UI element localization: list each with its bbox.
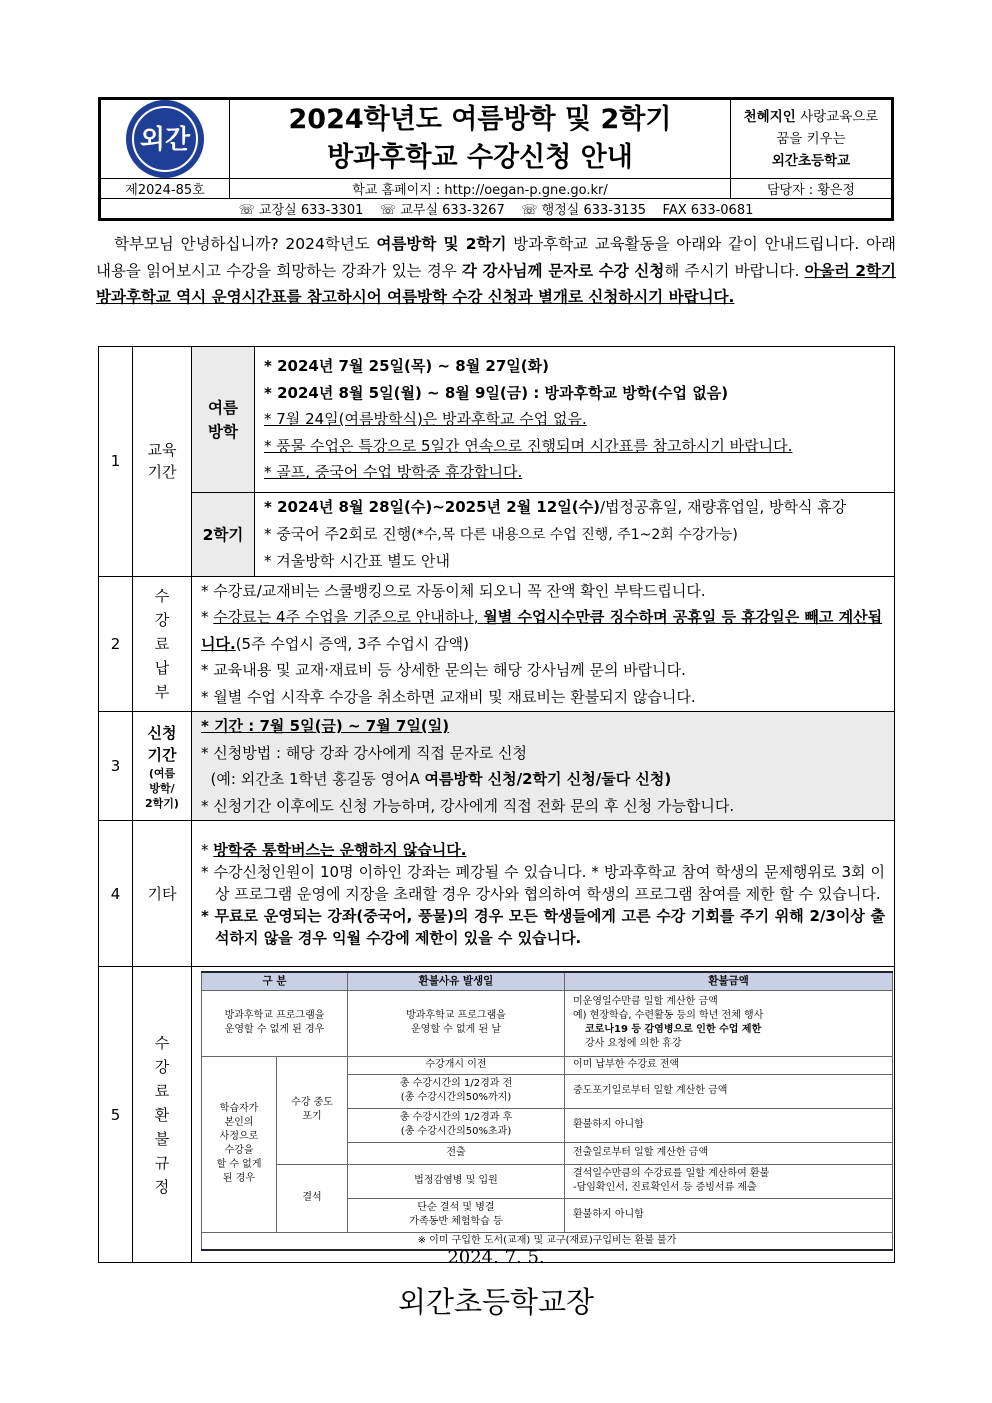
- section-2-details: * 수강료/교재비는 스쿨뱅킹으로 자동이체 되오니 꼭 잔액 확인 부탁드립니다. * 수강료는 4주 수업을 기준으로 안내하나, 월별 수업시수만큼 징수하며 공휴일 등 휴강일은 빼고 계산됩니다.(5주 수업시 증액, 3주 수업시 감액) * 교육내용 및 교재·재료비 등 상세한 문의는 해당 강사님께 문의 바랍니다. * 월별 수업 시작후 수강을 취소하면 교재비 및 재료비는 환불되지 않습니다.: [192, 576, 895, 712]
- section-5-category: 수 강 료 환 불 규 정: [133, 967, 192, 1263]
- semester2-label: 2학기: [192, 493, 255, 577]
- section-3-details: * 기간 : 7월 5일(금) ~ 7월 7일(일) * 신청방법 : 해당 강좌 강사에게 직접 문자로 신청 (예: 외간초 1학년 홍길동 영어A 여름방학 신청/2학기 신청/둘다 신청) * 신청기간 이후에도 신청 가능하며, 강사에게 직접 전화 문의 후 신청 가능합니다.: [192, 712, 895, 821]
- document-header: [98, 97, 894, 221]
- motto-bold: 천혜지인: [743, 109, 796, 125]
- intro-paragraph: 학부모님 안녕하십니까? 2024학년도 여름방학 및 2학기 방과후학교 교육활동을 아래와 같이 안내드립니다. 아래 내용을 읽어보시고 수강을 희망하는 강좌가 있는 경우 각 강사님께 문자로 수강 신청해 주시기 바랍니다. 아울러 2학기 방과후학교 역시 운영시간표를 참고하시어 여름방학 수강 신청과 별개로 신청하시기 바랍니다.: [96, 235, 897, 306]
- motto-line2: 꿈을 키우는: [776, 131, 846, 147]
- section-3-category: 신청 기간 (여름 방학/ 2학기): [133, 712, 192, 821]
- section-4-category: 기타: [133, 821, 192, 967]
- semester2-details: * 2024년 8월 28일(수)~2025년 2월 12일(수)/법정공휴일, 재량휴업일, 방학식 휴강 * 중국어 주2회로 진행(*수,목 다른 내용으로 수업 진행, 주1~2회 수강가능) * 겨울방학 시간표 별도 안내: [255, 493, 895, 577]
- section-1-category: 교육 기간: [133, 347, 192, 577]
- motto-cell: [731, 100, 892, 179]
- svg-text:외간: 외간: [139, 125, 191, 155]
- summer-label: 여름 방학: [192, 347, 255, 493]
- refund-policy: [192, 967, 895, 1263]
- section-3-number: 3: [99, 712, 133, 821]
- doc-number: 제2024-85호: [101, 179, 230, 199]
- school-emblem-icon: [126, 100, 204, 178]
- title-cell: [230, 100, 731, 179]
- section-4-number: 4: [99, 821, 133, 967]
- motto-rest: 사랑교육으로: [795, 109, 879, 125]
- section-2-category: 수 강 료 납 부: [133, 576, 192, 712]
- homepage: 학교 홈페이지 : http://oegan-p.gne.go.kr/: [230, 179, 731, 199]
- summer-details: * 2024년 7월 25일(목) ~ 8월 27일(화) * 2024년 8월 5일(월) ~ 8월 9일(금) : 방과후학교 방학(수업 없음) * 7월 24일(여름방학식)은 방과후학교 수업 없음. * 풍물 수업은 특강으로 5일간 연속으로 진행되며 시간표를 참고하시기 바랍니다. * 골프, 중국어 수업 방학중 휴강합니다.: [255, 347, 895, 493]
- refund-table: 구 분 환불사유 발생일 환불금액 방과후학교 프로그램을 운영할 수 없게 된 경우 방과후학교 프로그램을 운영할 수 없게 된 날 미운영일수만큼 일할 계산한 금액 예) 현장학습, 수련활동 등의 학년 전체 행사 코로나19 등 감염병으로 인한 수업 제한 강사 요청에 의한 휴강 학습자가 본인의 사정으로 수강을 할 수 없게 된 경우 수강 중도 포기 수강개시 이전 이미 납부한 수강료 전액 총 수강시간의 1/2경과 전 (총 수강시간의50%까지) 중도포기일로부터 일할 계산한 금액 총 수강시간의 1/2경과 후 (총 수강시간의50%초과) 환불하지 아니함 전출 전출일로부터 일할 계산한 금액 결석 법정감염병 및 입원 결석일수만큼의 수강료를 일할 계산하여 환불 -담임확인서, 진료확인서 등 증빙서류 제출 단순 결석 및 병결 가족동반 체험학습 등 환불하지 아니함 ※ 이미 구입한 도서(교재) 및 교구(재료)구입비는 환불 불가: [201, 971, 893, 1251]
- phone-numbers: ☏ 교장실 633-3301 ☏ 교무실 633-3267 ☏ 행정실 633-3135 FAX 633-0681: [101, 199, 892, 219]
- issue-date: 2024. 7. 5.: [447, 1247, 545, 1268]
- logo-cell: [101, 100, 230, 179]
- section-5-number: 5: [99, 967, 133, 1263]
- refund-note: ※ 이미 구입한 도서(교재) 및 교구(재료)구입비는 환불 불가: [202, 1232, 893, 1250]
- doc-title-line2: 방과후학교 수강신청 안내: [327, 142, 633, 173]
- manager: 담당자 : 황은정: [731, 179, 892, 199]
- section-1-number: 1: [99, 347, 133, 577]
- principal-signature: 외간초등학교장: [397, 1285, 595, 1319]
- info-table: [98, 346, 895, 1263]
- doc-title-line1: 2024학년도 여름방학 및 2학기: [288, 104, 672, 135]
- section-2-number: 2: [99, 576, 133, 712]
- school-name: 외간초등학교: [771, 153, 851, 169]
- section-4-details: * 방학중 통학버스는 운행하지 않습니다. * 수강신청인원이 10명 이하인 강좌는 폐강될 수 있습니다. * 방과후학교 참여 학생의 문제행위로 3회 이상 프로그램 운영에 지장을 초래할 경우 강사와 협의하여 학생의 프로그램 참여를 제한 할 수 있습니다. * 무료로 운영되는 강좌(중국어, 풍물)의 경우 모든 학생들에게 고른 수강 기회를 주기 위해 2/3이상 출석하지 않을 경우 익월 수강에 제한이 있을 수 있습니다.: [192, 821, 895, 967]
